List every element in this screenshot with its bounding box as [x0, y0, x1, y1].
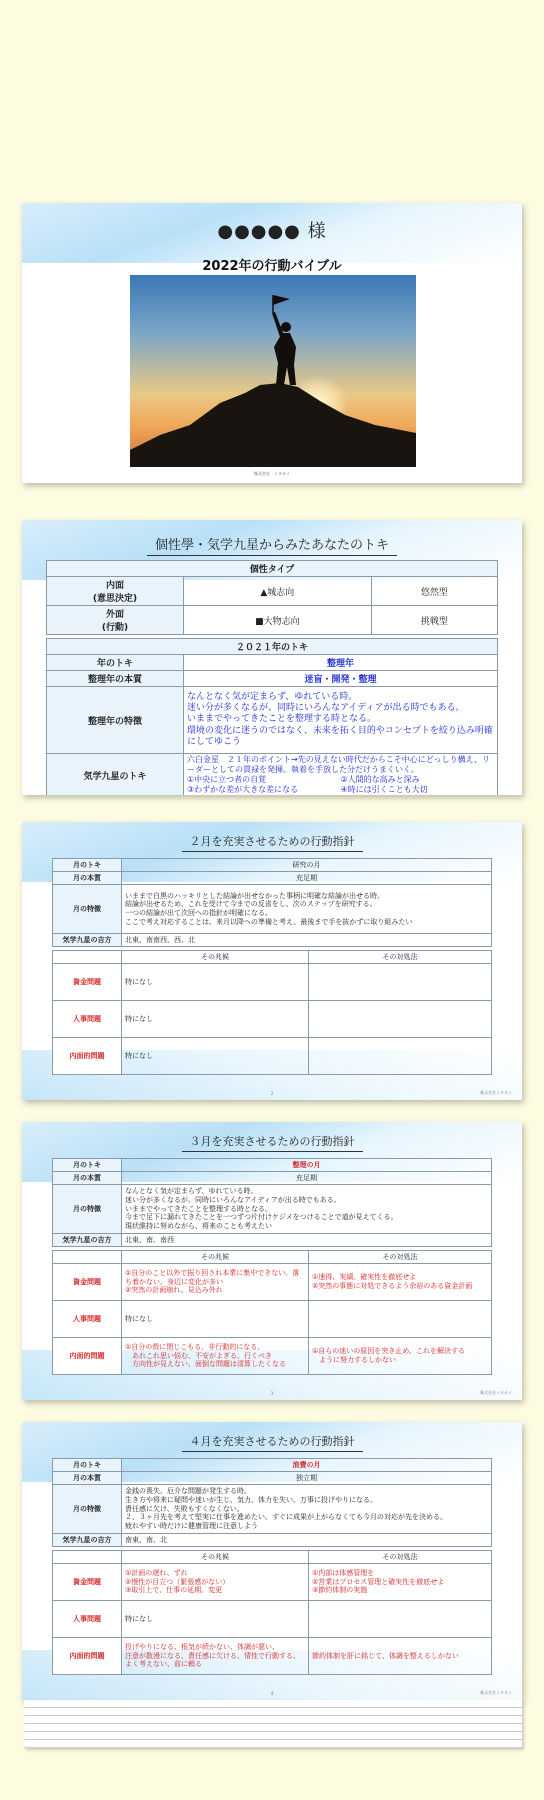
- toki-label: 月のトキ: [53, 1159, 122, 1172]
- feature-label: 月の特徴: [53, 1185, 122, 1234]
- table-row: [47, 754, 498, 796]
- summit-photo: [130, 275, 416, 467]
- personality-slide: [22, 520, 522, 795]
- page-number: 4: [270, 1691, 274, 1696]
- essence-label: 整理年の本質: [47, 671, 184, 687]
- table-row: [47, 606, 498, 635]
- table-row: [53, 1564, 492, 1601]
- table-row: [53, 1459, 492, 1472]
- outer-label: 外面 (行動): [47, 606, 184, 635]
- issue-label: 内面的問題: [53, 1338, 122, 1375]
- table-row: [53, 1159, 492, 1172]
- issue-action: [309, 964, 492, 1001]
- table-row: [53, 1264, 492, 1301]
- issue-label: 資金問題: [53, 1564, 122, 1601]
- stacked-slide-edge: [24, 1724, 522, 1732]
- feature-label: 整理年の特徴: [47, 687, 184, 754]
- direction-label: 気学九星の吉方: [53, 1234, 122, 1247]
- company-name: 株式会社ミタカイ: [480, 1090, 512, 1095]
- issue-sign: 特になし: [122, 1001, 309, 1038]
- company-name: 株式会社ミタカイ: [480, 1690, 512, 1695]
- slide-title: ２月を充実させるための行動指針: [182, 833, 363, 852]
- sign-column-header: その兆候: [122, 1551, 309, 1564]
- issue-action: [309, 1601, 492, 1638]
- direction-value: 南東、南、北: [122, 1534, 492, 1547]
- kyusei-label: 気学九星のトキ: [47, 754, 184, 796]
- action-column-header: その対処法: [309, 1551, 492, 1564]
- issue-action: ①速得、実績、確実性を徹底せよ ②突然の事態に対処できるよう余裕のある資金計画: [309, 1264, 492, 1301]
- table-row: [53, 872, 492, 885]
- inner-label: 内面 (意思決定): [47, 577, 184, 606]
- table-row: [53, 1601, 492, 1638]
- action-column-header: その対処法: [309, 951, 492, 964]
- table-row: [53, 934, 492, 947]
- issue-label: 資金問題: [53, 964, 122, 1001]
- stacked-slide-edge: [24, 1716, 522, 1724]
- direction-value: 北東、南、南西: [122, 1234, 492, 1247]
- page-number: 3: [270, 1391, 274, 1396]
- kyusei-point: ②人間的な高みと深み: [340, 775, 420, 784]
- table-row: [53, 1172, 492, 1185]
- slide-title: 個性學・気学九星からみたあなたのトキ: [147, 534, 397, 556]
- inner-type-b: 悠然型: [371, 577, 497, 606]
- table-row: [47, 655, 498, 671]
- table-row: [53, 1534, 492, 1547]
- toki-label: 月のトキ: [53, 859, 122, 872]
- issue-label: 内面的問題: [53, 1638, 122, 1675]
- toki-header: ２０２１年のトキ: [47, 639, 498, 655]
- mountain-silhouette-image: [130, 275, 416, 467]
- table-row: [53, 1001, 492, 1038]
- table-row: [53, 1234, 492, 1247]
- sign-column-header: その兆候: [122, 1251, 309, 1264]
- direction-label: 気学九星の吉方: [53, 934, 122, 947]
- issue-action: [309, 1001, 492, 1038]
- page-number: 2: [270, 1091, 274, 1096]
- issue-sign: ①自分のこと以外で振り回され本業に集中できない、落ち着かない。身辺に変化が多い ②突然の計画崩れ、見込み外れ: [122, 1264, 309, 1301]
- cover-slide: [22, 203, 522, 483]
- toki-value: 研究の月: [122, 859, 492, 872]
- stacked-slide-edge: [24, 1708, 522, 1716]
- issue-sign: ①自分の殻に閉じこもる、非行動的になる、 あれこれ思い悩む、不安がよぎる、行くべき 方向性が見えない、面倒な問題は清算したくなる: [122, 1338, 309, 1375]
- month-slide-feb: [22, 822, 522, 1100]
- month-table: [52, 858, 492, 1075]
- issue-label: 内面的問題: [53, 1038, 122, 1075]
- essence-value: 充足期: [122, 872, 492, 885]
- table-row: [53, 885, 492, 934]
- company-name: 株式会社ミタカイ: [480, 1390, 512, 1395]
- issue-label: 資金問題: [53, 1264, 122, 1301]
- essence-value: 充足期: [122, 1172, 492, 1185]
- table-row: [53, 1301, 492, 1338]
- table-row: [53, 1338, 492, 1375]
- feature-text: なんとなく気が定まらず、ゆれている時。 迷い分が多くなるが、同時にいろんなアイディアが出る時でもある。 いままでやってきたことを整理する時となる。 今まで足下に漏れてきたことを一つずつ片付けケジメをつけることで道が見えてくる。 現状維持に努めながら、将来のことも考えたい: [122, 1185, 492, 1234]
- essence-label: 月の本質: [53, 1172, 122, 1185]
- feature-label: 月の特徴: [53, 885, 122, 934]
- issue-sign: 特になし: [122, 1601, 309, 1638]
- table-row: [53, 1485, 492, 1534]
- issue-sign: 投げやりになる、根気が続かない、体調が悪い、 注意が散漫になる、責任感に欠ける、情性で行動する、 よく考えない、前に頼る: [122, 1638, 309, 1675]
- issue-action: ①自らの迷いの原因を突き止め、これを解決する ように努力するしかない: [309, 1338, 492, 1375]
- stacked-slide-edge: [24, 1740, 522, 1748]
- type-header: 個性タイプ: [47, 561, 498, 577]
- month-table: [52, 1158, 492, 1375]
- kyusei-point: ③わずかな差が大きな差になる: [187, 785, 299, 794]
- issue-action: 節約体制を肝に銘じて、体調を整えるしかない: [309, 1638, 492, 1675]
- table-row: [53, 1185, 492, 1234]
- essence-value: 迷盲・開発・整理: [184, 671, 498, 687]
- kyusei-intro: 六白金星 ２１年のポイント→先の見えない時代だからこそ中心にどっしり構え、リーダーとしての貫禄を発揮。執着を手放した分だけうまくいく。: [187, 755, 491, 774]
- direction-value: 北東、南南西、西、北: [122, 934, 492, 947]
- stacked-slide-edge: [24, 1700, 522, 1708]
- issue-sign: 特になし: [122, 1038, 309, 1075]
- issue-action: ①内部は体感管理を ②営業はプロセス管理と確実性を徹底せよ ③節約体制の実施: [309, 1564, 492, 1601]
- issue-label: 人事問題: [53, 1301, 122, 1338]
- kyusei-point: ④時には引くことも大切: [340, 785, 428, 794]
- slide-title: ３月を充実させるための行動指針: [182, 1133, 363, 1152]
- table-row: [53, 1638, 492, 1675]
- company-name: 株式会社 ミタカイ: [254, 471, 290, 476]
- feature-text: いままで白黒のハッキリとした結論が出せなかった事柄に明確な結論が出せる時。 結論が出せるため、これを受けて今までの反省をし、次のステップを研究する。 一つの結論が出て次回への指針が明確になる。 ここで考え対応することは、来月以降への準備と考え、最後まで手を抜かずに取り組みたい: [122, 885, 492, 934]
- direction-label: 気学九星の吉方: [53, 1534, 122, 1547]
- month-slide-mar: [22, 1122, 522, 1400]
- client-name: ●●●●● 様: [217, 221, 327, 242]
- personality-table: [46, 560, 498, 795]
- issue-action: [309, 1301, 492, 1338]
- slide-title: ４月を充実させるための行動指針: [182, 1433, 363, 1452]
- essence-value: 独立期: [122, 1472, 492, 1485]
- table-row: [53, 964, 492, 1001]
- inner-type-a: ▲城志向: [184, 577, 372, 606]
- essence-label: 月の本質: [53, 1472, 122, 1485]
- toki-value: 浪費の月: [122, 1459, 492, 1472]
- issue-label: 人事問題: [53, 1001, 122, 1038]
- year-toki-value: 整理年: [184, 655, 498, 671]
- issue-label: 人事問題: [53, 1601, 122, 1638]
- table-row: [53, 1472, 492, 1485]
- issue-sign: 特になし: [122, 964, 309, 1001]
- table-row: [47, 671, 498, 687]
- feature-label: 月の特徴: [53, 1485, 122, 1534]
- table-row: [47, 577, 498, 606]
- year-toki-label: 年のトキ: [47, 655, 184, 671]
- issue-sign: ①計画の遅れ、ずれ ②慢性が目立つ（緊張感がない） ③取引上で、仕事の延期、変更: [122, 1564, 309, 1601]
- kyusei-point: ①中央に立つ者の自覚: [187, 775, 267, 784]
- feature-text: 金銭の喪失、厄介な問題が発生する時。 生き方や将来に疑問や迷いが生じ、気力、体力を失い、万事に投げやりになる。 責任感に欠け、失敗もすくなくない。 ２、３ヶ月先を考えて堅実に仕事を進めたい。すぐに成果が上がらなくても今月の対応が先を決める。 疲れやすい時だけに健康管理に注意しよう: [122, 1485, 492, 1534]
- action-column-header: その対処法: [309, 1251, 492, 1264]
- table-row: [47, 687, 498, 754]
- feature-text: なんとなく気が定まらず、ゆれている時。 迷い分が多くなるが、同時にいろんなアイディアが出る時でもある。 いままでやってきたことを整理する時となる。 環境の変化に迷うのではなく、未来を拓く目的やコンセプトを絞り込み明確にしてゆこう: [184, 687, 498, 754]
- outer-type-b: 挑戦型: [371, 606, 497, 635]
- issue-action: [309, 1038, 492, 1075]
- month-table: [52, 1458, 492, 1675]
- toki-value: 整理の月: [122, 1159, 492, 1172]
- outer-type-a: ■大物志向: [184, 606, 372, 635]
- table-row: [53, 1038, 492, 1075]
- table-row: [53, 859, 492, 872]
- sign-column-header: その兆候: [122, 951, 309, 964]
- stacked-slide-edge: [24, 1732, 522, 1740]
- month-slide-apr: [22, 1422, 522, 1700]
- issue-sign: 特になし: [122, 1301, 309, 1338]
- essence-label: 月の本質: [53, 872, 122, 885]
- toki-label: 月のトキ: [53, 1459, 122, 1472]
- cover-title: 2022年の行動バイブル: [202, 259, 342, 274]
